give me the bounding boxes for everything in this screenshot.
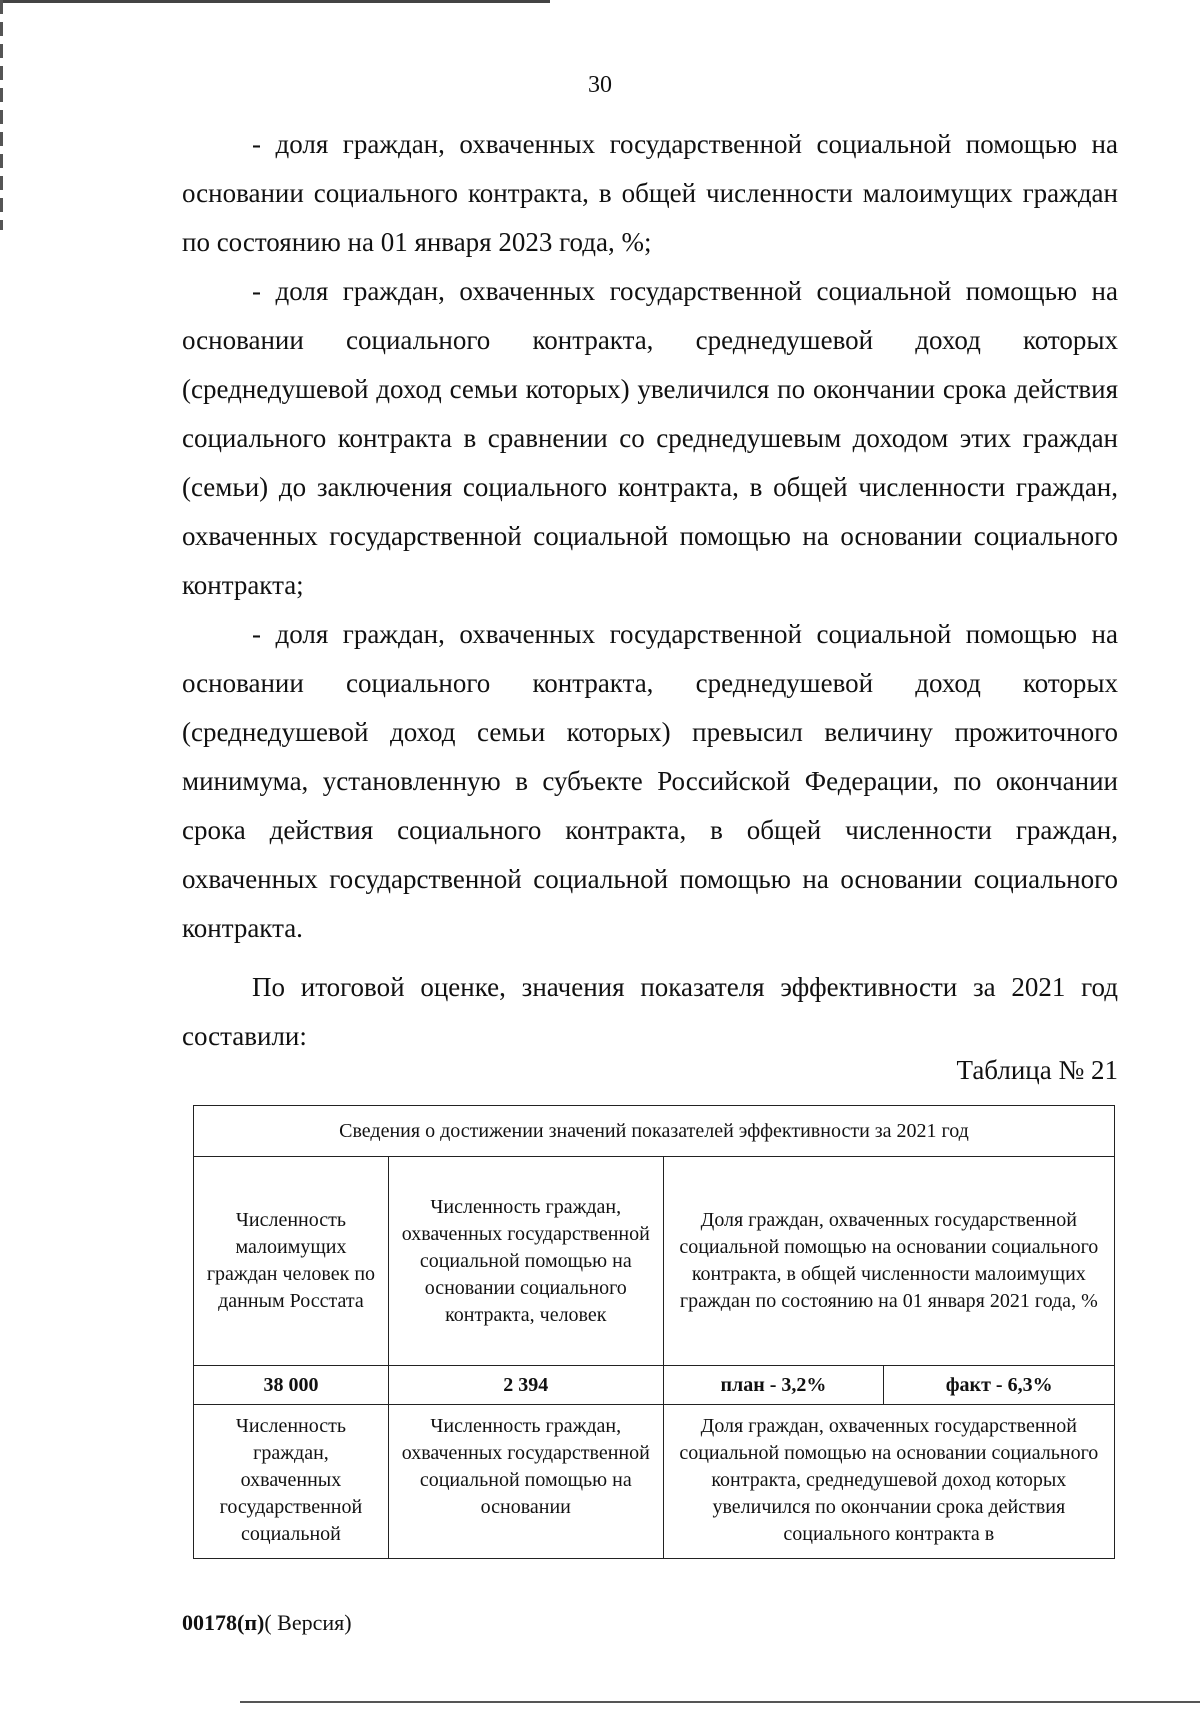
paragraph-indicator-3: - доля граждан, охваченных государственной социальной помощью на основании социального контракта, среднедушевой доход которых (среднедушевой доход семьи которых) превысил величину прожиточного минимума, установленную в субъекте Российской Федерации, по окончании срока действия социального контракта, в общей численности граждан, охваченных государственной социальной помощью на основании социального контракта. <box>182 619 1118 943</box>
paragraph-indicator-1: - доля граждан, охваченных государственной социальной помощью на основании социального контракта, в общей численности малоимущих граждан по состоянию на 01 января 2023 года, %; <box>182 129 1118 257</box>
table-caption: Таблица № 21 <box>956 1055 1118 1085</box>
footer-code: 00178(п) <box>182 1610 265 1635</box>
header2-contract-citizens-assistance: Численность граждан, охваченных государственной социальной помощью на основании <box>388 1405 663 1559</box>
page-number: 30 <box>588 72 612 98</box>
scan-edge-top <box>0 0 550 3</box>
header-contract-citizens-count: Численность граждан, охваченных государственной социальной помощью на основании социального контракта, человек <box>388 1157 663 1366</box>
scan-edge-left <box>0 0 3 230</box>
efficiency-table <box>193 1105 1115 1559</box>
value-poor-citizens: 38 000 <box>194 1366 389 1405</box>
value-fact: факт - 6,3% <box>884 1366 1115 1405</box>
body-text <box>182 120 1118 1061</box>
header-poor-citizens-count: Численность малоимущих граждан человек по данным Росстата <box>194 1157 389 1366</box>
table-header-row-2 <box>194 1405 1115 1559</box>
header-share-of-poor: Доля граждан, охваченных государственной социальной помощью на основании социального контракта, в общей численности малоимущих граждан по состоянию на 01 января 2021 года, % <box>663 1157 1114 1366</box>
paragraph-assessment: По итоговой оценке, значения показателя эффективности за 2021 год составили: <box>182 972 1118 1051</box>
scan-edge-bottom <box>240 1701 1200 1703</box>
header2-contract-citizens: Численность граждан, охваченных государственной социальной <box>194 1405 389 1559</box>
value-plan: план - 3,2% <box>663 1366 884 1405</box>
header2-income-increase-share: Доля граждан, охваченных государственной социальной помощью на основании социального контракта, среднедушевой доход которых увеличился по окончании срока действия социального контракта в <box>663 1405 1114 1559</box>
document-footer <box>182 1610 352 1636</box>
table-title-row <box>194 1106 1115 1157</box>
footer-version: ( Версия) <box>264 1610 352 1635</box>
table-title: Сведения о достижении значений показателей эффективности за 2021 год <box>194 1106 1115 1157</box>
table-values-row <box>194 1366 1115 1405</box>
paragraph-indicator-2: - доля граждан, охваченных государственной социальной помощью на основании социального контракта, среднедушевой доход которых (среднедушевой доход семьи которых) увеличился по окончании срока действия социального контракта в сравнении со среднедушевым доходом этих граждан (семьи) до заключения социального контракта, в общей численности граждан, охваченных государственной социальной помощью на основании социального контракта; <box>182 276 1118 600</box>
table-header-row-1 <box>194 1157 1115 1366</box>
value-contract-citizens: 2 394 <box>388 1366 663 1405</box>
